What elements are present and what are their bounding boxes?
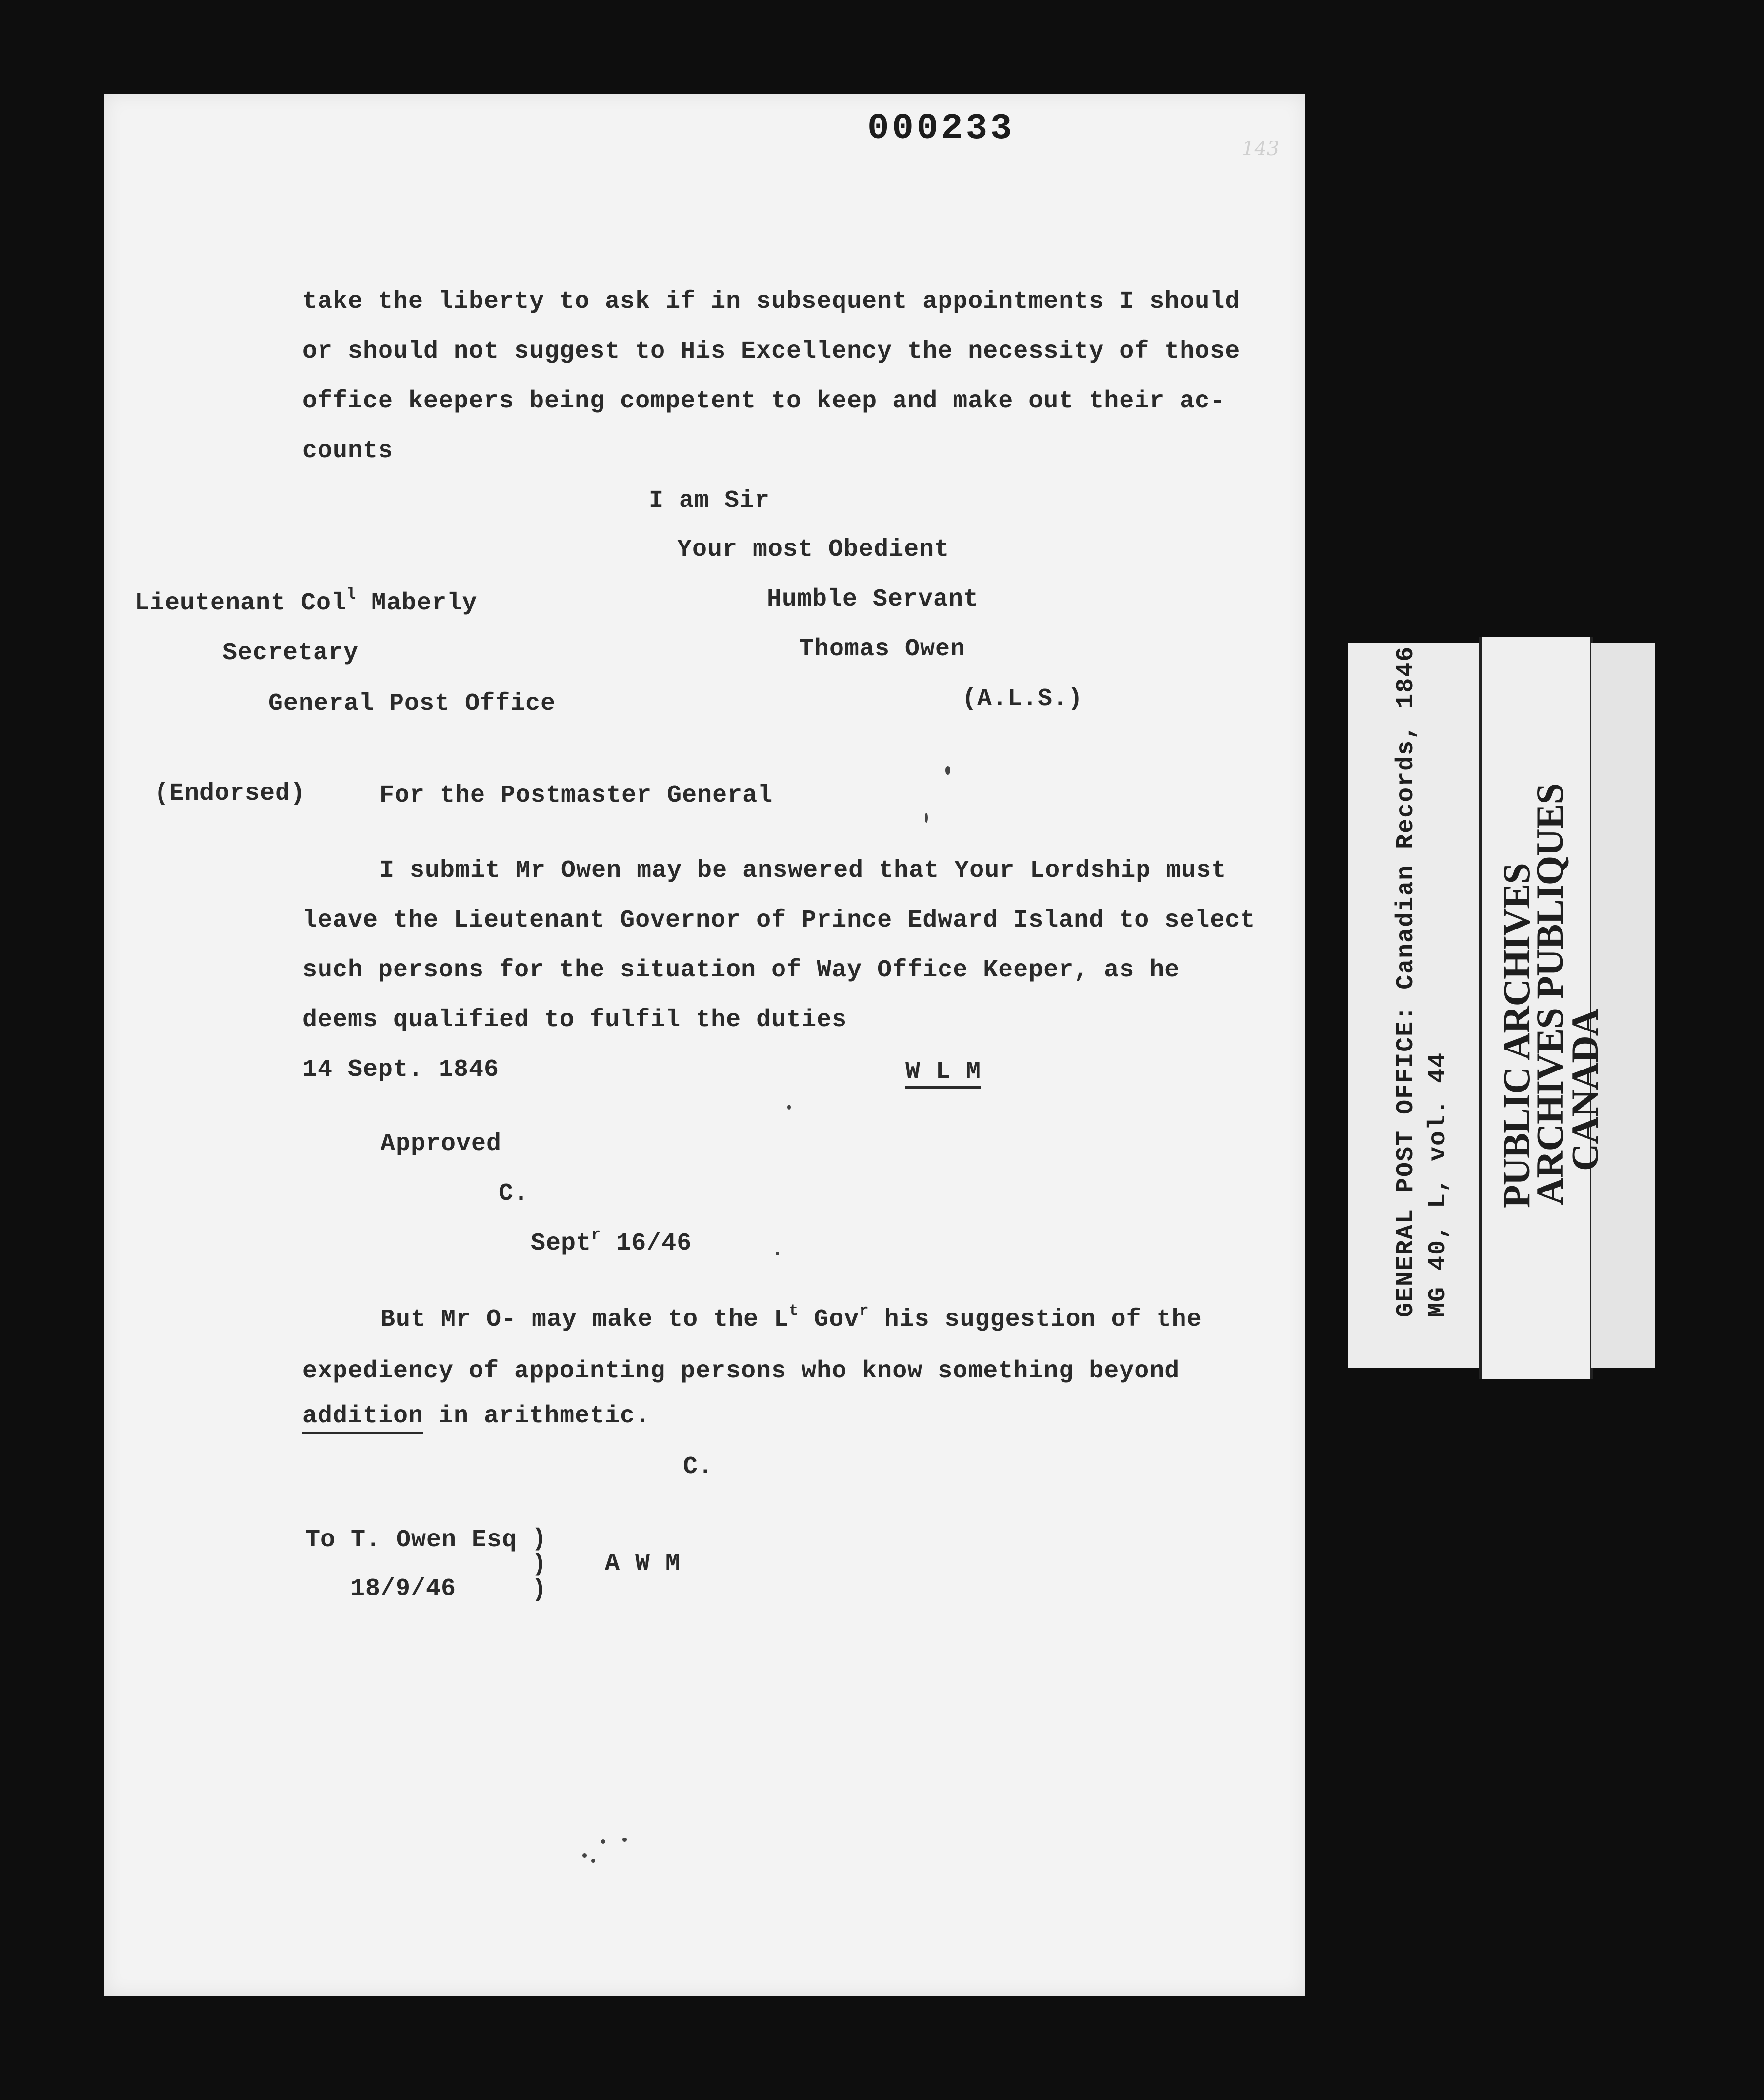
endorsement-line-1: I submit Mr Owen may be answered that Your Lordship must — [380, 857, 1227, 885]
approved-date: Sept$^r$ 16/46 — [531, 1226, 692, 1257]
addressee-office: General Post Office — [268, 690, 556, 718]
endorsement-line-2: leave the Lieutenant Governor of Prince Edward Island to select — [302, 907, 1256, 934]
ink-speck — [945, 766, 950, 775]
reply-paren-1: ) — [532, 1525, 547, 1553]
ink-speck — [582, 1853, 587, 1858]
letter-line-3: office keepers being competent to keep and make out their ac- — [302, 387, 1225, 415]
closing-salutation: I am Sir — [649, 487, 770, 515]
endorsement-line-4: deems qualified to fulfil the duties — [302, 1006, 847, 1034]
closing-servant: Humble Servant — [767, 586, 979, 613]
ink-speck — [787, 1105, 791, 1110]
stamp-number: 000233 — [867, 108, 1015, 149]
approved-label: Approved — [381, 1130, 502, 1158]
signature-note: (A.L.S.) — [962, 685, 1083, 713]
archive-label-line-2: MG 40, L, vol. 44 — [1424, 1051, 1452, 1317]
document-page — [104, 94, 1305, 1996]
closing-obedient: Your most Obedient — [677, 536, 950, 564]
archive-name-fr: ARCHIVES PUBLIQUES — [1528, 783, 1571, 1205]
endorsement-initials: W L M — [905, 1060, 981, 1089]
addressee-title: Secretary — [222, 639, 359, 667]
addressee-name: Lieutenant Col$^l$ Maberly — [135, 586, 478, 617]
note-line-2: expediency of appointing persons who know something beyond — [302, 1357, 1180, 1385]
ink-speck — [776, 1252, 779, 1255]
reply-date: 18/9/46 — [350, 1575, 457, 1603]
ink-speck — [591, 1859, 595, 1863]
endorsement-line-3: such persons for the situation of Way Office Keeper, as he — [302, 956, 1180, 984]
reply-to: To T. Owen Esq — [305, 1526, 518, 1554]
signature-name: Thomas Owen — [799, 635, 966, 663]
letter-line-4: counts — [302, 437, 394, 465]
letter-line-1: take the liberty to ask if in subsequent appointments I should — [302, 288, 1241, 316]
endorsement-heading: For the Postmaster General — [380, 782, 773, 809]
ink-speck — [601, 1839, 605, 1844]
archive-label-right — [1591, 643, 1655, 1368]
folio-number: 143 — [1242, 138, 1280, 160]
reply-paren-2: ) — [532, 1551, 547, 1578]
letter-line-2: or should not suggest to His Excellency the necessity of those — [302, 338, 1241, 365]
archive-country: CANADA — [1564, 1009, 1606, 1171]
endorsement-date: 14 Sept. 1846 — [302, 1056, 500, 1084]
note-initial: C. — [683, 1453, 714, 1481]
reply-paren-3: ) — [532, 1576, 547, 1604]
note-line-1: But Mr O- may make to the $L^t$ Gov$^r$ his suggestion of the — [381, 1302, 1202, 1333]
archive-label-line-1: GENERAL POST OFFICE: Canadian Records, 1846 — [1392, 646, 1420, 1317]
approved-initial: C. — [499, 1180, 529, 1208]
endorsement-label: (Endorsed) — [154, 780, 306, 808]
ink-speck — [925, 813, 928, 823]
ink-speck — [622, 1838, 627, 1842]
note-line-3: addition in arithmetic. — [302, 1404, 650, 1429]
archive-name-en: PUBLIC ARCHIVES — [1495, 863, 1538, 1208]
reply-initials: A W M — [605, 1550, 681, 1577]
